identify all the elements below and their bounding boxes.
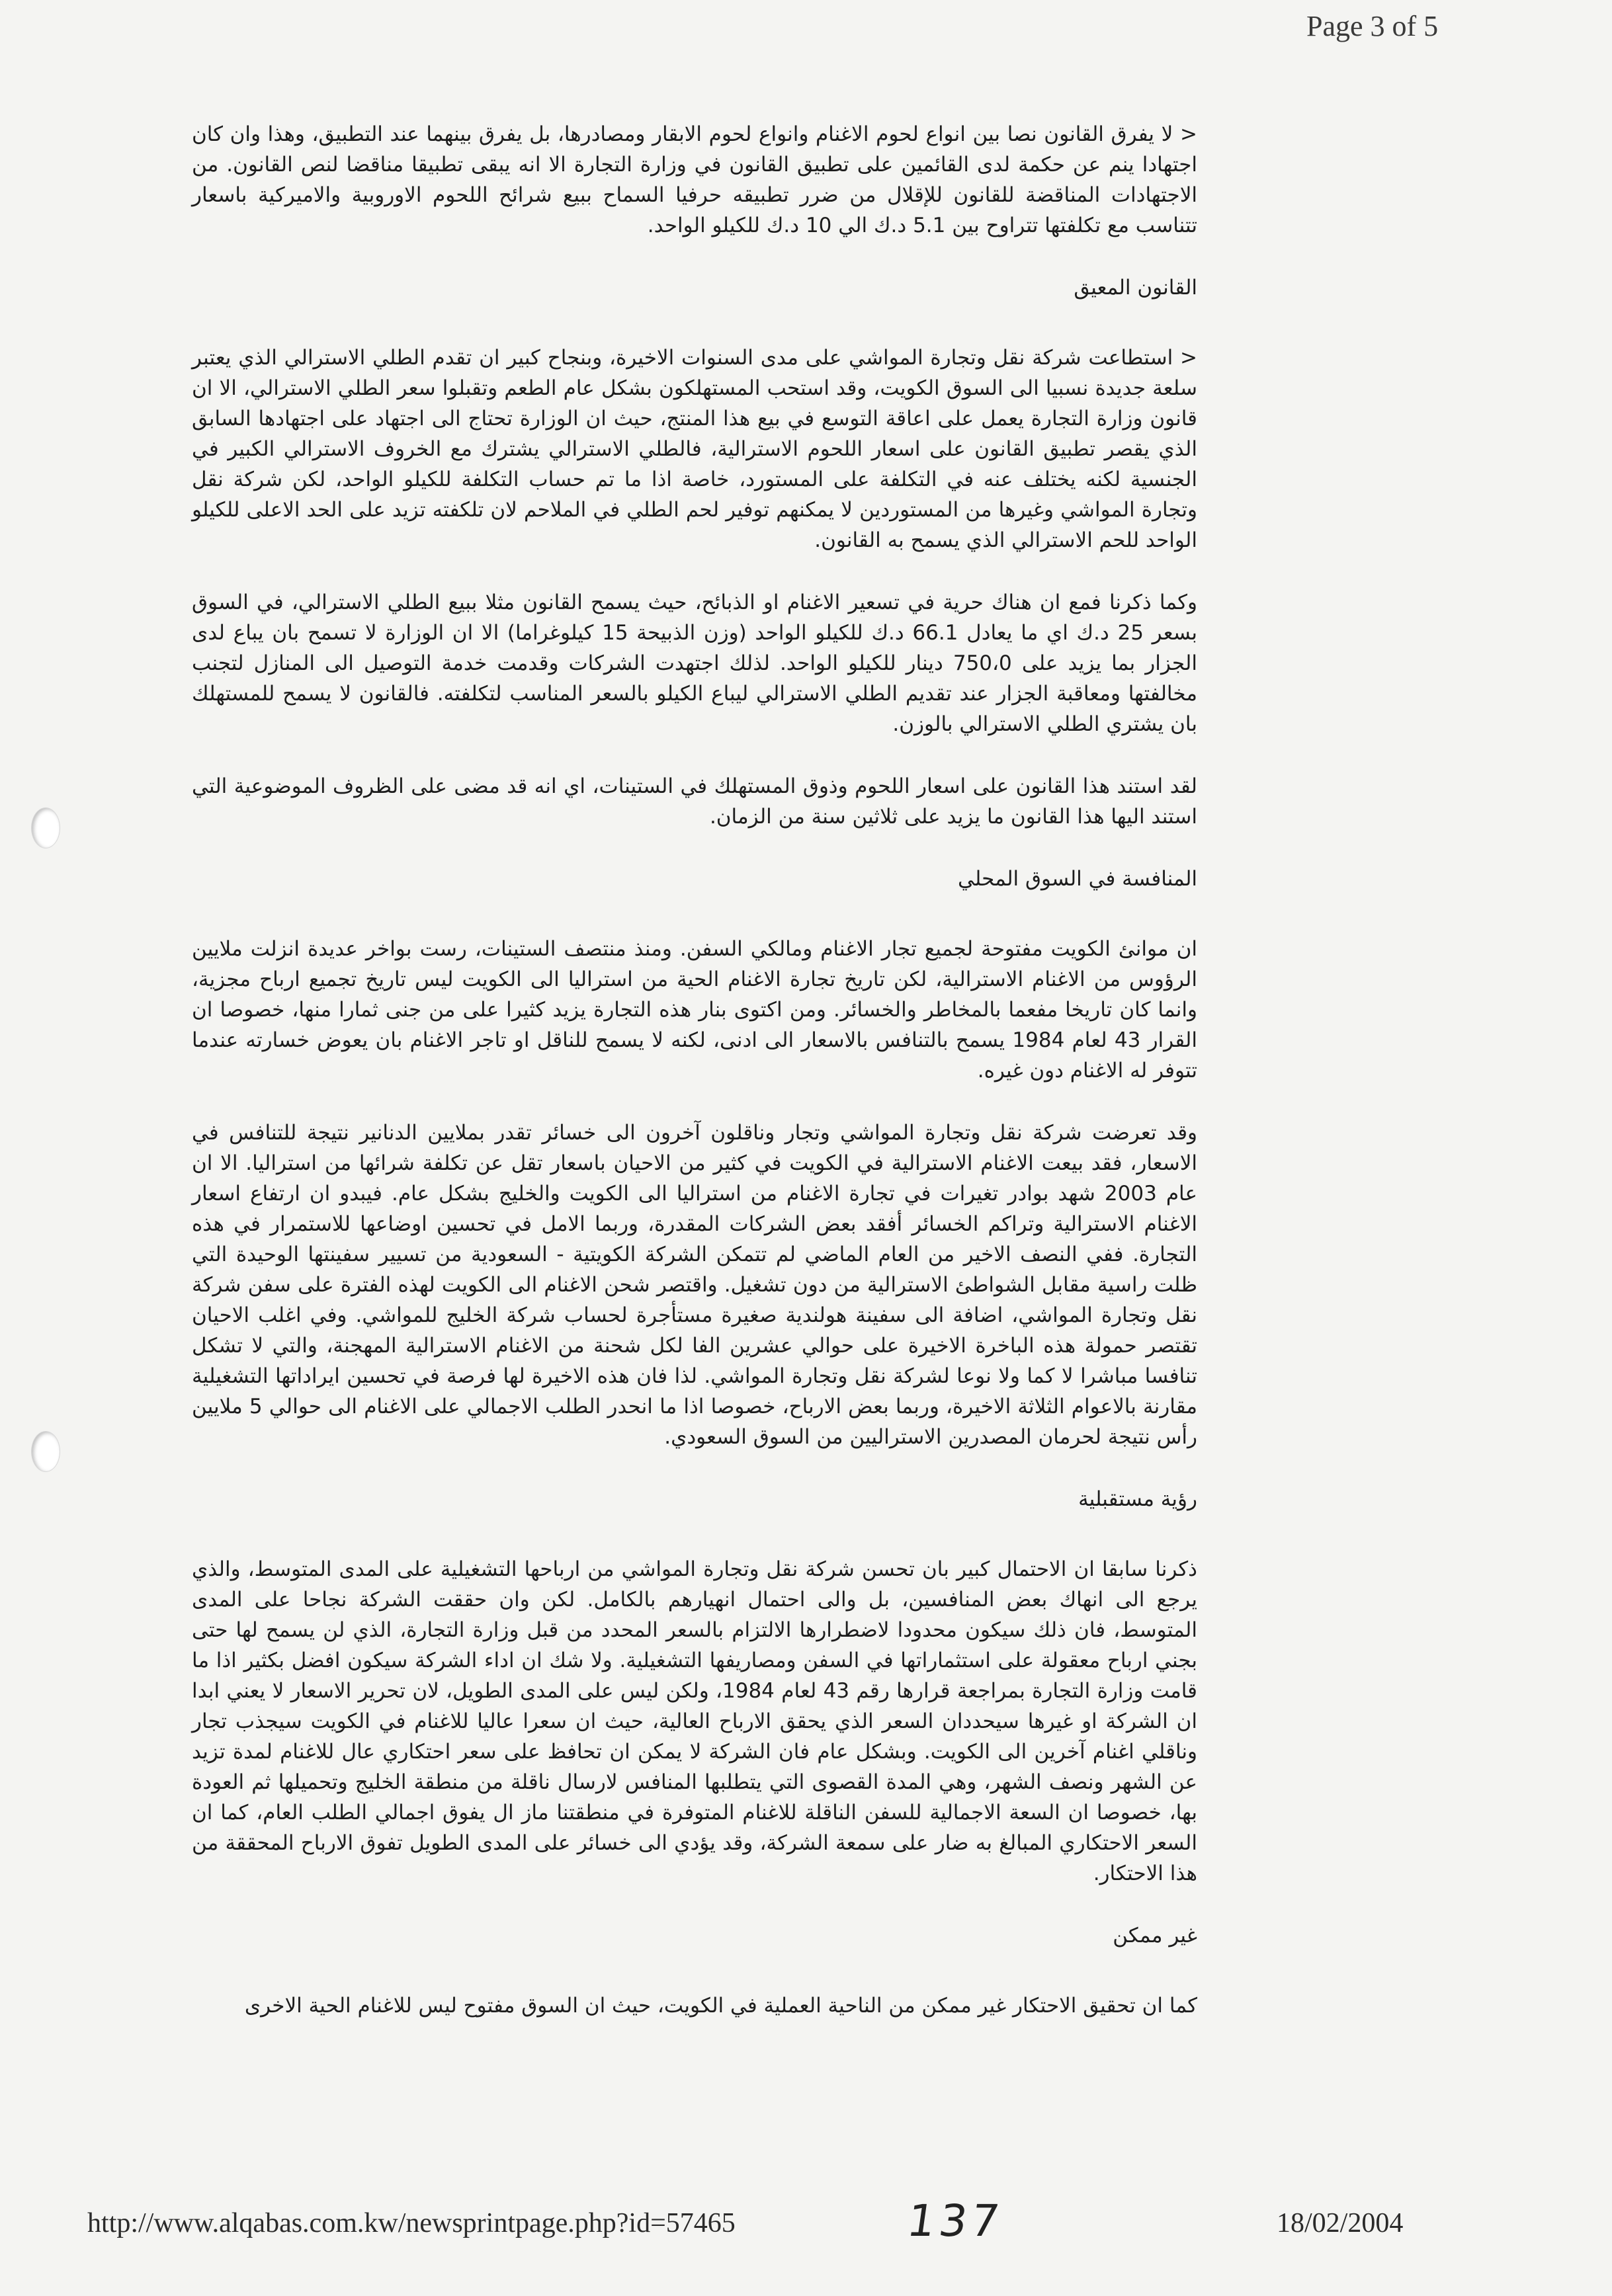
paragraph: وقد تعرضت شركة نقل وتجارة المواشي وتجار وناقلون آخرون الى خسائر تقدر بملايين الدنانير نتيجة للتنافس في الاسعار، فقد بيعت الاغنام الاسترالية في الكويت في كثير من الاحيان باسعار تقل عن تكلفة شرائها من استراليا. الا ان عام 2003 شهد بوادر تغيرات في تجارة الاغنام من استراليا الى الكويت والخليج بشكل عام. فيبدو ان ارتفاع اسعار الاغنام الاسترالية وتراكم الخسائر أفقد بعض الشركات المقدرة، وربما الامل في تحسين اوضاعها للاستمرار في هذه التجارة. ففي النصف الاخير من العام الماضي لم تتمكن الشركة الكويتية - السعودية من تسيير سفينتها الوحيدة التي ظلت راسية مقابل الشواطئ الاسترالية من دون تشغيل. واقتصر شحن الاغنام الى الكويت لهذه الفترة على سفن شركة نقل وتجارة المواشي، اضافة الى سفينة هولندية صغيرة مستأجرة لحساب شركة الخليج للمواشي. وفي اغلب الاحيان تقتصر حمولة هذه الباخرة الاخيرة على حوالي عشرين الفا لكل شحنة من الاغنام الاسترالية المهجنة، والتي لا تشكل تنافسا مباشرا لا كما ولا نوعا لشركة نقل وتجارة المواشي. لذا فان هذه الاخيرة لها فرصة في تحسين ايراداتها التشغيلية مقارنة بالاعوام الثلاثة الاخيرة، وربما بعض الارباح، خصوصا اذا ما انحدر الطلب الاجمالي على الاغنام الى حوالي 5 ملايين رأس نتيجة لحرمان المصدرين الاستراليين من السوق السعودي. <box>192 1121 1197 1449</box>
paragraph: < استطاعت شركة نقل وتجارة المواشي على مدى السنوات الاخيرة، وبنجاح كبير ان تقدم الطلي الاسترالي الذي يعتبر سلعة جديدة نسبيا الى السوق الكويت، وقد استحب المستهلكون بشكل عام الطعم وتقبلوا سعر الطلي الاسترالي، الا ان قانون وزارة التجارة يعمل على اعاقة التوسع في بيع هذا المنتج، حيث ان الوزارة تحتاج الى اجتهاد على اجتهادها السابق الذي يقصر تطبيق القانون على اسعار اللحوم الاسترالية، فالطلي الاسترالي يشترك مع الخروف الاسترالي الكبير في الجنسية لكنه يختلف عنه في التكلفة على المستورد، خاصة اذا ما تم حساب التكلفة للكيلو الواحد، لكن شركة نقل وتجارة المواشي وغيرها من المستوردين لا يمكنهم توفير لحم الطلي في الملاحم لان تلكفته تزيد على الحد الاعلى للكيلو الواحد للحم الاسترالي الذي يسمح به القانون. <box>192 346 1197 552</box>
paragraph: < لا يفرق القانون نصا بين انواع لحوم الاغنام وانواع لحوم الابقار ومصادرها، بل يفرق بينهما عند التطبيق، وهذا وان كان اجتهادا ينم عن حكمة لدى القائمين على تطبيق القانون في وزارة التجارة الا انه يبقى تطبيقا مناقضا لنص القانون. من الاجتهادات المناقضة للقانون للإقلال من ضرر تطبيقه حرفيا السماح ببيع شرائح اللحوم الاوروبية والاميركية باسعار تتناسب مع تكلفتها تتراوح بين 5.1 د.ك الي 10 د.ك للكيلو الواحد. <box>192 122 1197 237</box>
handwritten-page-number: 137 <box>904 2195 1007 2246</box>
paragraph: وكما ذكرنا فمع ان هناك حرية في تسعير الاغنام او الذبائح، حيث يسمح القانون مثلا ببيع الطلي الاسترالي، في السوق بسعر 25 د.ك اي ما يعادل 66.1 د.ك للكيلو الواحد (وزن الذبيحة 15 كيلوغراما) الا ان الوزارة لا تسمح بان يباع لدى الجزار بما يزيد على 750،0 دينار للكيلو الواحد. لذلك اجتهدت الشركات وقدمت خدمة التوصيل الى المنازل لتجنب مخالفتها ومعاقبة الجزار عند تقديم الطلي الاسترالي ليباع الكيلو بالسعر المناسب لتكلفته. فالقانون لا يسمح للمستهلك بان يشتري الطلي الاسترالي بالوزن. <box>192 591 1197 736</box>
section-heading: القانون المعيق <box>1074 276 1197 300</box>
paragraph: ان موانئ الكويت مفتوحة لجميع تجار الاغنام ومالكي السفن. ومنذ منتصف الستينات، رست بواخر عديدة انزلت ملايين الرؤوس من الاغنام الاسترالية، لكن تاريخ تجارة الاغنام الحية من استراليا الى الكويت ليس تاريخ تجميع ارباح مجزية، وانما كان تاريخا مفعما بالمخاطر والخسائر. ومن اكتوى بنار هذه التجارة يزيد كثيرا على من جنى ثمارا منها، خصوصا ان القرار 43 لعام 1984 يسمح بالتنافس بالاسعار الى ادنى، لكنه لا يسمح للناقل او تاجر الاغنام بان يعوض خسارته عندما تتوفر له الاغنام دون غيره. <box>192 937 1197 1083</box>
paragraph: كما ان تحقيق الاحتكار غير ممكن من الناحية العملية في الكويت، حيث ان السوق مفتوح ليس للاغنام الحية الاخرى <box>244 1994 1197 2018</box>
section-heading: غير ممكن <box>1113 1924 1197 1948</box>
footer-date: 18/02/2004 <box>1277 2208 1404 2238</box>
section-heading: المنافسة في السوق المحلي <box>958 867 1197 891</box>
footer-url: http://www.alqabas.com.kw/newsprintpage.php?id=57465 <box>87 2208 736 2238</box>
punch-hole-top <box>32 808 60 848</box>
page-number: Page 3 of 5 <box>1306 10 1439 42</box>
paragraph: ذكرنا سابقا ان الاحتمال كبير بان تحسن شركة نقل وتجارة المواشي من ارباحها التشغيلية على المدى المتوسط، والذي يرجع الى انهاك بعض المنافسين، بل والى احتمال انهيارهم بالكامل. لكن وان حققت الشركة نجاحا على المدى المتوسط، فان ذلك سيكون محدودا لاضطرارها الالتزام بالسعر المحدد من قبل وزارة التجارة، الذي لن يسمح لها حتى بجني ارباح معقولة على استثماراتها في السفن ومصاريفها التشغيلية. ولا شك ان اداء الشركة سيكون افضل بكثير اذا ما قامت وزارة التجارة بمراجعة قرارها رقم 43 لعام 1984، ولكن ليس على المدى الطويل، لان تحرير الاسعار لا يعني ابدا ان الشركة او غيرها سيحددان السعر الذي يحقق الارباح العالية، حيث ان سعرا عاليا للاغنام في الكويت سيجذب تجار وناقلي اغنام آخرين الى الكويت. وبشكل عام فان الشركة لا يمكن ان تحافظ على سعر احتكاري عال للاغنام لمدة تزيد عن الشهر ونصف الشهر، وهي المدة القصوى التي يتطلبها المنافس لارسال ناقلة من منطقة الخليج وتحميلها ثم العودة بها، خصوصا ان السعة الاجمالية للسفن الناقلة للاغنام المتوفرة في منطقتنا ماز ال يفوق اجمالي الطلب العام، كما ان السعر الاحتكاري المبالغ به ضار على سمعة الشركة، وقد يؤدي الى خسائر على المدى الطويل تفوق الارباح المحققة من هذا الاحتكار. <box>192 1557 1197 1885</box>
section-heading: رؤية مستقبلية <box>1078 1487 1197 1511</box>
punch-hole-bottom <box>32 1432 60 1471</box>
paragraph: لقد استند هذا القانون على اسعار اللحوم وذوق المستهلك في الستينات، اي انه قد مضى على الظروف الموضوعية التي استند اليها هذا القانون ما يزيد على ثلاثين سنة من الزمان. <box>192 774 1197 829</box>
article-body <box>192 119 1197 2053</box>
